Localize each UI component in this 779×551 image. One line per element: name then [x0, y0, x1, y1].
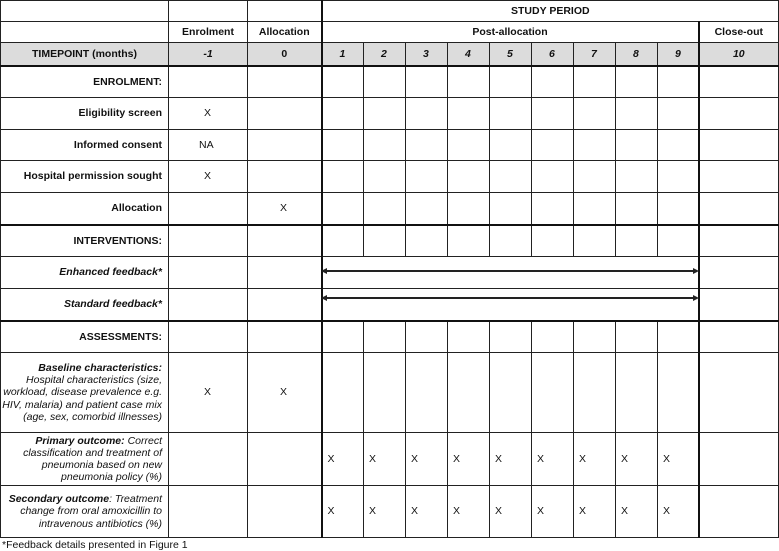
eligibility-row: [1, 98, 779, 130]
primary-mark: X: [448, 433, 490, 486]
consent-label: Informed consent: [1, 130, 169, 161]
secondary-mark: X: [532, 486, 574, 538]
secondary-mark: X: [322, 486, 364, 538]
footnote: *Feedback details presented in Figure 1: [2, 539, 188, 551]
interventions-section-row: [1, 225, 779, 257]
primary-mark: X: [490, 433, 532, 486]
phase-row: [1, 22, 779, 43]
secondary-outcome-title: Secondary outcome: [8, 493, 110, 506]
timepoint-cell: 8: [616, 43, 658, 66]
interventions-section-label: INTERVENTIONS:: [1, 225, 169, 257]
baseline-title: Baseline characteristics:: [38, 362, 162, 375]
permission-row: [1, 161, 779, 193]
timepoint-cell: 9: [658, 43, 699, 66]
primary-mark: X: [574, 433, 616, 486]
baseline-row: [1, 353, 779, 433]
primary-mark: X: [658, 433, 699, 486]
timepoint-cell: 0: [248, 43, 322, 66]
allocation-mark: X: [248, 193, 322, 225]
secondary-mark: X: [658, 486, 699, 538]
baseline-alloc-mark: X: [248, 353, 322, 433]
secondary-outcome-label: [1, 486, 169, 538]
primary-mark: X: [532, 433, 574, 486]
eligibility-label: Eligibility screen: [1, 98, 169, 130]
baseline-text: Hospital characteristics (size, workload, disease prevalence e.g. HIV, malaria) and patient case mix (age, sex, comorbid illnesses): [2, 374, 162, 423]
secondary-mark: X: [574, 486, 616, 538]
primary-mark: X: [364, 433, 406, 486]
permission-mark: X: [169, 161, 248, 193]
timepoint-cell: 6: [532, 43, 574, 66]
primary-outcome-row: [1, 433, 779, 486]
enhanced-feedback-label: Enhanced feedback*: [1, 257, 169, 289]
timepoint-cell: 4: [448, 43, 490, 66]
standard-feedback-span: [322, 289, 699, 321]
enhanced-feedback-span: [322, 257, 699, 289]
primary-outcome-title: Primary outcome:: [35, 434, 125, 447]
allocation-label: Allocation: [1, 193, 169, 225]
secondary-outcome-text: : Treatment change from oral amoxicillin to intravenous antibiotics (%): [20, 493, 162, 530]
secondary-mark: X: [490, 486, 532, 538]
secondary-outcome-row: [1, 486, 779, 538]
consent-row: [1, 130, 779, 161]
consent-mark: NA: [169, 130, 248, 161]
primary-outcome-label: [1, 433, 169, 486]
enrolment-section-row: [1, 66, 779, 98]
study-period-row: [1, 1, 779, 22]
secondary-mark: X: [448, 486, 490, 538]
allocation-row: [1, 193, 779, 225]
allocation-header: Allocation: [248, 22, 322, 43]
enhanced-feedback-row: [1, 257, 779, 289]
assessments-section-label: ASSESSMENTS:: [1, 321, 169, 353]
eligibility-mark: X: [169, 98, 248, 130]
timepoint-cell: 2: [364, 43, 406, 66]
baseline-enrol-mark: X: [169, 353, 248, 433]
timepoint-row: [1, 43, 779, 66]
study-period-header: STUDY PERIOD: [322, 1, 779, 22]
enrolment-section-label: ENROLMENT:: [1, 66, 169, 98]
timepoint-cell: 7: [574, 43, 616, 66]
timepoint-cell: 5: [490, 43, 532, 66]
primary-mark: X: [616, 433, 658, 486]
primary-outcome-text: Correct classification and treatment of pneumonia based on new pneumonia policy (%): [23, 434, 162, 484]
standard-feedback-row: [1, 289, 779, 321]
assessments-section-row: [1, 321, 779, 353]
enrolment-header: Enrolment: [169, 22, 248, 43]
primary-mark: X: [406, 433, 448, 486]
post-allocation-header: Post-allocation: [322, 22, 699, 43]
standard-feedback-label: Standard feedback*: [1, 289, 169, 321]
secondary-mark: X: [406, 486, 448, 538]
primary-mark: X: [322, 433, 364, 486]
timepoint-label: TIMEPOINT (months): [1, 43, 169, 66]
baseline-label: [1, 353, 169, 433]
secondary-mark: X: [364, 486, 406, 538]
timepoint-cell: 1: [322, 43, 364, 66]
timepoint-cell: 10: [699, 43, 779, 66]
secondary-mark: X: [616, 486, 658, 538]
permission-label: Hospital permission sought: [1, 161, 169, 193]
timepoint-cell: -1: [169, 43, 248, 66]
close-out-header: Close-out: [699, 22, 779, 43]
timepoint-cell: 3: [406, 43, 448, 66]
